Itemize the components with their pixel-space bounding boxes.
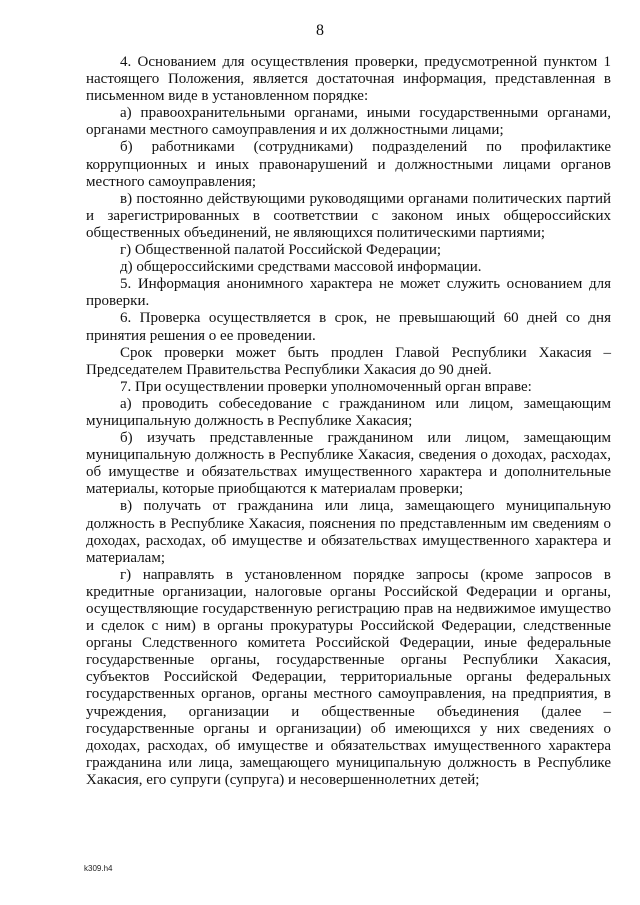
paragraph-7b: б) изучать представленные гражданином или лицом, замещающим муниципальную должность в Республике Хакасия, сведения о доходах, расходах, об имуществе и обязательствах имущественного характера и дополнительные материалы, которые приобщаются к материалам проверки; (86, 430, 611, 498)
paragraph-6-extension: Срок проверки может быть продлен Главой Республики Хакасия – Председателем Правительства Республики Хакасия до 90 дней. (86, 344, 611, 378)
paragraph-4d: д) общероссийскими средствами массовой информации. (120, 259, 482, 276)
page-number: 8 (316, 22, 324, 39)
document-body (86, 54, 611, 789)
paragraph-7v: в) получать от гражданина или лица, замещающего муниципальную должность в Республике Хакасия, пояснения по представленным им сведениям о доходах, расходах, об имуществе и обязательствах имущественного характера и материалам; (86, 498, 611, 566)
footer-code: k309.h4 (84, 864, 113, 873)
paragraph-7: 7. При осуществлении проверки уполномоченный орган вправе: (120, 378, 532, 395)
paragraph-4a: а) правоохранительными органами, иными государственными органами, органами местного самоуправления и их должностными лицами; (86, 105, 611, 139)
paragraph-4g: г) Общественной палатой Российской Федерации; (120, 242, 442, 259)
paragraph-5: 5. Информация анонимного характера не может служить основанием для проверки. (86, 276, 611, 310)
paragraph-4v: в) постоянно действующими руководящими органами политических партий и зарегистрированных в соответствии с законом иных общероссийских общественных объединений, не являющихся политическими партиями; (86, 190, 611, 241)
paragraph-7g: г) направлять в установленном порядке запросы (кроме запросов в кредитные организации, налоговые органы Российской Федерации и органы, осуществляющие государственную регистрацию прав на недвижимое имущество и сделок с ним) в органы прокуратуры Российской Федерации, следственные органы Следственного комитета Российской Федерации, иные федеральные государственные органы, государственные органы Республики Хакасия, субъектов Российской Федерации, территориальные органы федеральных государственных органов, органы местного самоуправления, на предприятия, в учреждения, организации и общественные объединения (далее – государственные органы и организации) об имеющихся у них сведениях о доходах, расходах, об имуществе и обязательствах имущественного характера гражданина или лица, замещающего муниципальную должность в Республике Хакасия, его супруги (супруга) и несовершеннолетних детей; (86, 566, 611, 788)
paragraph-7a: а) проводить собеседование с гражданином или лицом, замещающим муниципальную должность в Республике Хакасия; (86, 395, 611, 429)
paragraph-4: 4. Основанием для осуществления проверки, предусмотренной пунктом 1 настоящего Положения, является достаточная информация, представленная в письменном виде в установленном порядке: (86, 54, 611, 105)
paragraph-6: 6. Проверка осуществляется в срок, не превышающий 60 дней со дня принятия решения о ее проведении. (86, 310, 611, 344)
paragraph-4b: б) работниками (сотрудниками) подразделений по профилактике коррупционных и иных правонарушений и должностными лицами органов местного самоуправления; (86, 139, 611, 190)
